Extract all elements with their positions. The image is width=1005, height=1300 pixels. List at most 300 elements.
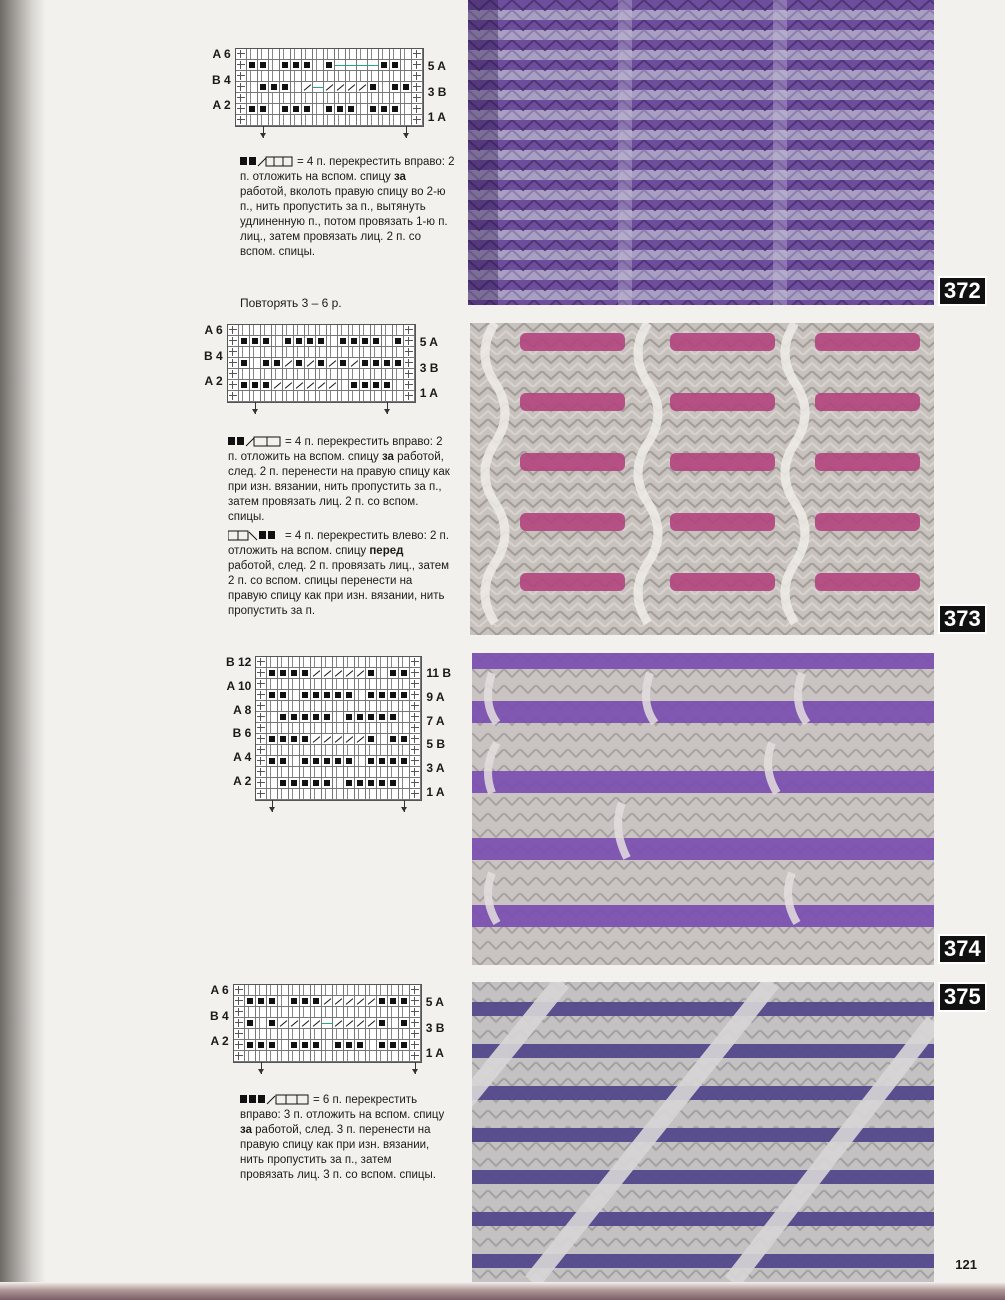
chart-cell (256, 1029, 267, 1040)
chart-cell (377, 734, 388, 745)
chart-cell (278, 756, 289, 767)
chart-cell (256, 789, 267, 800)
chart-cell (327, 336, 338, 347)
chart-cell (305, 369, 316, 380)
chart-cell (250, 358, 261, 369)
chart-cell (291, 115, 302, 126)
chart-cell (256, 756, 267, 767)
chart-cell (305, 325, 316, 336)
chart-cell (338, 325, 349, 336)
chart-cell (272, 336, 283, 347)
chart-cell (377, 1040, 388, 1051)
chart-cell (256, 668, 267, 679)
chart-cell (269, 93, 280, 104)
chart-cell (327, 380, 338, 391)
chart-cell (250, 347, 261, 358)
chart-cell (245, 1007, 256, 1018)
row-label-left: A 6 (204, 323, 223, 337)
swatch-375-image (472, 982, 934, 1282)
chart-cell (360, 336, 371, 347)
chart-cell (404, 325, 415, 336)
chart-cell (283, 380, 294, 391)
chart-cell (289, 745, 300, 756)
repeat-arrow-icon (272, 800, 273, 812)
chart-cell (371, 325, 382, 336)
chart-cell (333, 1018, 344, 1029)
chart-cell (289, 1007, 300, 1018)
chart-cell (269, 82, 280, 93)
chart-cell (311, 723, 322, 734)
row-label-left: A 6 (210, 983, 229, 997)
chart-cell (333, 734, 344, 745)
repeat-marker-ticks (228, 402, 415, 416)
chart-cell (247, 49, 258, 60)
chart-cell (377, 1051, 388, 1062)
chart-cell (311, 996, 322, 1007)
chart-cell (368, 71, 379, 82)
row-label-left: B 12 (226, 655, 252, 669)
chart-cell (294, 391, 305, 402)
chart-cell (366, 679, 377, 690)
chart-cell (344, 668, 355, 679)
chart-cell (333, 712, 344, 723)
chart-cell (388, 756, 399, 767)
chart-cell (300, 712, 311, 723)
chart-cell (349, 380, 360, 391)
chart-cell (289, 734, 300, 745)
chart-cell (366, 1040, 377, 1051)
pattern-number-badge: 373 (938, 604, 987, 634)
chart-cell (316, 380, 327, 391)
chart-cell (236, 93, 247, 104)
chart-cell (366, 668, 377, 679)
chart-cell (401, 49, 412, 60)
chart-cell (322, 1029, 333, 1040)
chart-cell (236, 71, 247, 82)
chart-cell (355, 996, 366, 1007)
row-label-left: A 4 (233, 750, 252, 765)
chart-cell (399, 985, 410, 996)
chart-cell (382, 391, 393, 402)
chart-cell (269, 71, 280, 82)
repeat-note: Повторять 3 – 6 р. (240, 296, 342, 310)
chart-cell (294, 347, 305, 358)
chart-cell (368, 60, 379, 71)
chart-cell (333, 657, 344, 668)
chart-cell (245, 996, 256, 1007)
legend-text: работой, след. 2 п. провязать лиц., затем 2 п. со вспом. спицы перенести на правую спицу как при изн. вязании, нить пропустить за п. (228, 560, 450, 617)
repeat-arrow-icon (406, 126, 407, 138)
chart-cell (322, 690, 333, 701)
chart-cell (300, 756, 311, 767)
chart-cell (377, 668, 388, 679)
chart-cell (300, 734, 311, 745)
chart-cell (256, 1018, 267, 1029)
chart-cell (291, 93, 302, 104)
chart-cell (399, 996, 410, 1007)
chart-cell (333, 1029, 344, 1040)
chart-cell (333, 985, 344, 996)
chart-cell (234, 996, 245, 1007)
chart-cell (399, 756, 410, 767)
chart-cell (379, 115, 390, 126)
chart-cell (377, 756, 388, 767)
chart-cell (267, 1029, 278, 1040)
chart-cell (311, 985, 322, 996)
pattern-number-badge: 375 (938, 982, 987, 1012)
chart-cell (250, 336, 261, 347)
chart-cell (410, 701, 421, 712)
chart-cell (280, 71, 291, 82)
row-label-right: 9 A (426, 689, 445, 704)
row-label-right: 1 A (426, 785, 445, 800)
chart-cell (278, 789, 289, 800)
chart-cell (404, 347, 415, 358)
chart-cell (239, 325, 250, 336)
chart-cell (289, 778, 300, 789)
chart-cell (267, 745, 278, 756)
row-label-left: A 2 (233, 774, 252, 789)
chart-cell (355, 789, 366, 800)
chart-cell (289, 1029, 300, 1040)
chart-cell (256, 1040, 267, 1051)
chart-cell (245, 1051, 256, 1062)
chart-cell (355, 734, 366, 745)
chart-cell (393, 347, 404, 358)
chart-cell (338, 369, 349, 380)
chart-cell (289, 1040, 300, 1051)
chart-cell (311, 657, 322, 668)
chart-cell (291, 104, 302, 115)
chart-cell (410, 767, 421, 778)
chart-cell (289, 756, 300, 767)
chart-cell (258, 104, 269, 115)
chart-cell (382, 358, 393, 369)
chart-cell (335, 82, 346, 93)
chart-cell (278, 1040, 289, 1051)
chart-cell (267, 668, 278, 679)
chart-cell (344, 985, 355, 996)
chart-cell (360, 380, 371, 391)
chart-cell (388, 701, 399, 712)
chart-cell (322, 668, 333, 679)
chart-cell (256, 723, 267, 734)
chart-cell (344, 1029, 355, 1040)
chart-cell (278, 1007, 289, 1018)
chart-cell (267, 767, 278, 778)
chart-cell (379, 93, 390, 104)
chart-cell (234, 1007, 245, 1018)
chart-cell (346, 71, 357, 82)
chart-cell (300, 690, 311, 701)
row-label-right: 1 A (425, 1046, 444, 1061)
chart-cell (280, 93, 291, 104)
chart-cell (278, 996, 289, 1007)
row-label-left: A 2 (212, 98, 231, 113)
book-binding-shadow (0, 0, 46, 1300)
chart-grid (233, 984, 422, 1063)
chart-cell (333, 701, 344, 712)
chart-cell (302, 82, 313, 93)
chart-cell (355, 668, 366, 679)
chart-cell (247, 60, 258, 71)
chart-cell (355, 767, 366, 778)
chart-cell (289, 789, 300, 800)
chart-cell (333, 996, 344, 1007)
chart-cell (390, 82, 401, 93)
chart-cell (311, 1018, 322, 1029)
chart-cell (278, 1029, 289, 1040)
chart-cell (278, 1018, 289, 1029)
chart-cell (399, 1007, 410, 1018)
chart-cell (311, 734, 322, 745)
chart-cell (355, 745, 366, 756)
chart-cell (267, 985, 278, 996)
legend-375 (240, 1093, 445, 1183)
chart-cell (393, 369, 404, 380)
chart-cell (344, 1040, 355, 1051)
chart-cell (245, 985, 256, 996)
chart-cell (333, 1007, 344, 1018)
chart-cell (390, 104, 401, 115)
pattern-number-badge: 372 (938, 276, 987, 306)
chart-cell (322, 756, 333, 767)
page-bottom-edge (0, 1282, 1005, 1300)
chart-cell (239, 358, 250, 369)
chart-cell (272, 391, 283, 402)
chart-cell (349, 358, 360, 369)
chart-cell (366, 657, 377, 668)
chart-cell (228, 336, 239, 347)
chart-cell (300, 701, 311, 712)
chart-cell (399, 679, 410, 690)
chart-cell (333, 668, 344, 679)
chart-cell (316, 358, 327, 369)
chart-cell (313, 49, 324, 60)
chart-cell (344, 756, 355, 767)
repeat-marker-ticks (256, 800, 421, 814)
chart-cell (302, 60, 313, 71)
chart-cell (289, 701, 300, 712)
chart-cell (324, 82, 335, 93)
chart-cell (377, 767, 388, 778)
chart-cell (267, 734, 278, 745)
chart-cell (388, 778, 399, 789)
chart-cell (228, 369, 239, 380)
chart-cell (404, 380, 415, 391)
chart-cell (322, 1018, 333, 1029)
chart-left-row-labels (204, 324, 223, 401)
chart-cell (267, 657, 278, 668)
chart-right-row-labels (426, 984, 445, 1061)
chart-cell (294, 325, 305, 336)
chart-cell (311, 745, 322, 756)
chart-cell (333, 1051, 344, 1062)
row-label-right: 3 B (425, 1020, 445, 1035)
chart-cell (228, 391, 239, 402)
chart-cell (272, 347, 283, 358)
chart-cell (333, 1040, 344, 1051)
chart-cell (267, 1040, 278, 1051)
chart-cell (261, 325, 272, 336)
legend-bold: за (381, 451, 394, 463)
chart-cell (355, 690, 366, 701)
chart-cell (305, 336, 316, 347)
chart-cell (239, 380, 250, 391)
chart-cell (333, 745, 344, 756)
chart-left-row-labels (226, 656, 251, 799)
row-label-right: 11 B (426, 666, 452, 680)
chart-cell (401, 71, 412, 82)
chart-cell (371, 336, 382, 347)
chart-cell (272, 380, 283, 391)
chart-cell (377, 1018, 388, 1029)
chart-cell (311, 767, 322, 778)
chart-cell (300, 668, 311, 679)
chart-cell (278, 778, 289, 789)
chart-cell (377, 745, 388, 756)
chart-cell (335, 93, 346, 104)
chart-cell (371, 358, 382, 369)
chart-cell (300, 1029, 311, 1040)
chart-cell (300, 1018, 311, 1029)
chart-cell (300, 679, 311, 690)
chart-cell (313, 82, 324, 93)
chart-cell (300, 1007, 311, 1018)
chart-cell (404, 369, 415, 380)
chart-cell (278, 712, 289, 723)
chart-cell (256, 996, 267, 1007)
legend-bold: перед (369, 545, 404, 557)
chart-cell (313, 93, 324, 104)
chart-cell (236, 49, 247, 60)
chart-cell (234, 1040, 245, 1051)
chart-cell (302, 104, 313, 115)
chart-cell (366, 1051, 377, 1062)
row-label-right: 3 B (427, 84, 447, 99)
chart-cell (267, 1051, 278, 1062)
chart-cell (346, 82, 357, 93)
legend-text: = 4 п. перекрестить вправо: 2 п. отложить на вспом. спицу (228, 436, 443, 463)
chart-cell (382, 380, 393, 391)
chart-cell (360, 358, 371, 369)
chart-cell (349, 347, 360, 358)
chart-cell (410, 996, 421, 1007)
chart-cell (382, 336, 393, 347)
chart-cell (311, 690, 322, 701)
chart-cell (410, 1040, 421, 1051)
chart-cell (256, 1007, 267, 1018)
chart-cell (313, 104, 324, 115)
chart-cell (267, 789, 278, 800)
chart-cell (410, 789, 421, 800)
chart-cell (300, 985, 311, 996)
chart-cell (239, 391, 250, 402)
chart-cell (355, 679, 366, 690)
chart-cell (355, 1040, 366, 1051)
chart-cell (366, 996, 377, 1007)
chart-cell (344, 789, 355, 800)
chart-cell (377, 723, 388, 734)
chart-cell (371, 391, 382, 402)
chart-cell (300, 1051, 311, 1062)
chart-cell (355, 1007, 366, 1018)
chart-cell (333, 756, 344, 767)
row-label-right: 1 A (419, 386, 438, 401)
chart-cell (355, 701, 366, 712)
repeat-arrow-icon (261, 1062, 262, 1074)
chart-cell (377, 985, 388, 996)
chart-cell (305, 358, 316, 369)
chart-cell (399, 723, 410, 734)
chart-cell (313, 115, 324, 126)
chart-cell (280, 115, 291, 126)
chart-cell (300, 745, 311, 756)
chart-cell (300, 767, 311, 778)
chart-cell (327, 347, 338, 358)
chart-cell (272, 325, 283, 336)
chart-cell (291, 49, 302, 60)
chart-cell (324, 104, 335, 115)
row-label-right: 5 A (427, 59, 446, 73)
chart-cell (344, 701, 355, 712)
row-label-right: 1 A (427, 110, 446, 125)
chart-cell (390, 93, 401, 104)
legend-372 (240, 155, 455, 260)
chart-cell (302, 115, 313, 126)
chart-right-row-labels (420, 324, 439, 401)
repeat-arrow-icon (404, 800, 405, 812)
chart-cell (360, 347, 371, 358)
chart-cell (377, 712, 388, 723)
chart-cell (247, 82, 258, 93)
chart-cell (324, 71, 335, 82)
chart-cell (360, 369, 371, 380)
chart-cell (344, 1007, 355, 1018)
chart-cell (410, 756, 421, 767)
legend-text: = 4 п. перекрестить вправо: 2 п. отложить на вспом. спицу (240, 156, 455, 183)
chart-cell (393, 358, 404, 369)
chart-cell (349, 325, 360, 336)
chart-cell (322, 679, 333, 690)
chart-cell (401, 93, 412, 104)
chart-cell (401, 82, 412, 93)
legend-text: = 4 п. перекрестить влево: 2 п. отложить на вспом. спицу (228, 530, 449, 557)
chart-cell (346, 104, 357, 115)
chart-grid (255, 656, 422, 801)
chart-cell (256, 734, 267, 745)
chart-cell (291, 82, 302, 93)
chart-cell (399, 1051, 410, 1062)
legend-text: работой, след. 2 п. перенести на правую спицу как при изн. вязании, нить пропустить за п., затем провязать лиц. 2 п. со вспом. спицы. (228, 451, 450, 523)
chart-cell (379, 60, 390, 71)
chart-cell (390, 115, 401, 126)
chart-cell (355, 723, 366, 734)
chart-cell (388, 657, 399, 668)
chart-left-row-labels (212, 48, 231, 125)
chart-cell (311, 668, 322, 679)
chart-cell (322, 1007, 333, 1018)
chart-cell (399, 712, 410, 723)
row-label-left: B 6 (232, 726, 252, 741)
chart-cell (280, 49, 291, 60)
chart-373 (204, 324, 438, 403)
chart-cell (316, 325, 327, 336)
chart-cell (377, 789, 388, 800)
chart-cell (357, 82, 368, 93)
chart-cell (333, 723, 344, 734)
chart-cell (393, 380, 404, 391)
